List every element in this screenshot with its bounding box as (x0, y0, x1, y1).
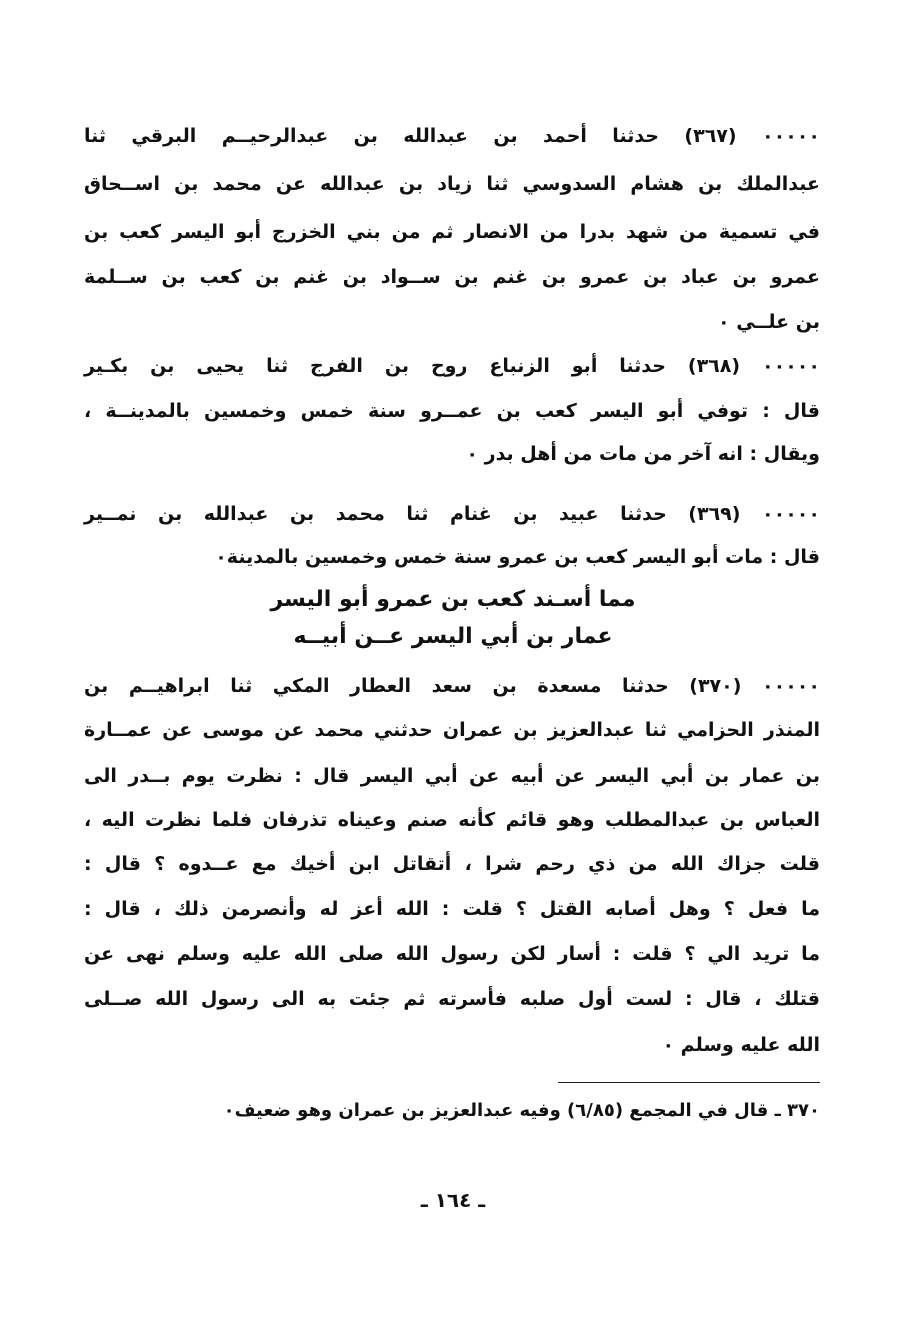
paragraph-370-line-4: العباس بن عبدالمطلب وهو قائم كأنه صنم وعيناه تذرفان فلما نظرت اليه ، (84, 809, 820, 831)
paragraph-370-line-3: بن عمار بن أبي اليسر عن أبيه عن أبي اليسر قال : نظرت يوم بــدر الى (84, 765, 820, 787)
page-number: ـ ١٦٤ ـ (420, 1188, 486, 1212)
paragraph-367-line-5: بن علــي ٠ (717, 311, 820, 333)
paragraph-369-line-1: ٠٠٠٠٠ (٣٦٩) حدثنا عبيد بن غنام ثنا محمد بن عبدالله بن نمــير (84, 503, 820, 525)
paragraph-367-line-1: ٠٠٠٠٠ (٣٦٧) حدثنا أحمد بن عبدالله بن عبدالرحيــم البرقي ثنا (84, 125, 820, 147)
paragraph-370-line-1: ٠٠٠٠٠ (٣٧٠) حدثنا مسعدة بن سعد العطار المكي ثنا ابراهيــم بن (84, 675, 820, 697)
paragraph-367-line-4: عمرو بن عباد بن عمرو بن غنم بن ســواد بن غنم بن كعب بن ســلمة (84, 266, 820, 288)
paragraph-367-line-3: في تسمية من شهد بدرا من الانصار ثم من بني الخزرج أبو اليسر كعب بن (84, 221, 820, 243)
footnote-divider (558, 1082, 820, 1083)
section-heading-line-1: مما أسـند كعب بن عمرو أبو اليسر (270, 587, 636, 612)
paragraph-370-line-5: قلت جزاك الله من ذي رحم شرا ، أتقاتل ابن أخيك مع عــدوه ؟ قال : (84, 853, 820, 875)
paragraph-369-line-2: قال : مات أبو اليسر كعب بن عمرو سنة خمس وخمسين بالمدينة٠ (215, 546, 820, 568)
section-heading-line-2: عمار بن أبي اليسر عــن أبيــه (293, 624, 613, 649)
paragraph-368-line-2: قال : توفي أبو اليسر كعب بن عمــرو سنة خمس وخمسين بالمدينــة ، (84, 400, 820, 422)
paragraph-368-line-3: ويقال : انه آخر من مات من أهل بدر ٠ (466, 443, 820, 465)
paragraph-370-line-8: قتلك ، قال : لست أول صلبه فأسرته ثم جئت به الى رسول الله صــلى (84, 988, 820, 1010)
paragraph-367-line-2: عبدالملك بن هشام السدوسي ثنا زياد بن عبدالله عن محمد بن اســحاق (84, 173, 820, 195)
paragraph-370-line-2: المنذر الحزامي ثنا عبدالعزيز بن عمران حدثني محمد عن موسى عن عمــارة (84, 719, 820, 741)
paragraph-370-line-7: ما تريد الي ؟ قلت : أسار لكن رسول الله صلى الله عليه وسلم نهى عن (84, 943, 820, 965)
paragraph-370-line-6: ما فعل ؟ وهل أصابه القتل ؟ قلت : الله أعز له وأنصرمن ذلك ، قال : (84, 898, 820, 920)
footnote-370: ٣٧٠ ـ قال في المجمع (٦/٨٥) وفيه عبدالعزيز بن عمران وهو ضعيف٠ (223, 1100, 820, 1121)
paragraph-370-line-9: الله عليه وسلم ٠ (662, 1034, 820, 1056)
paragraph-368-line-1: ٠٠٠٠٠ (٣٦٨) حدثنا أبو الزنباع روح بن الفرج ثنا يحيى بن بكـير (84, 355, 820, 377)
